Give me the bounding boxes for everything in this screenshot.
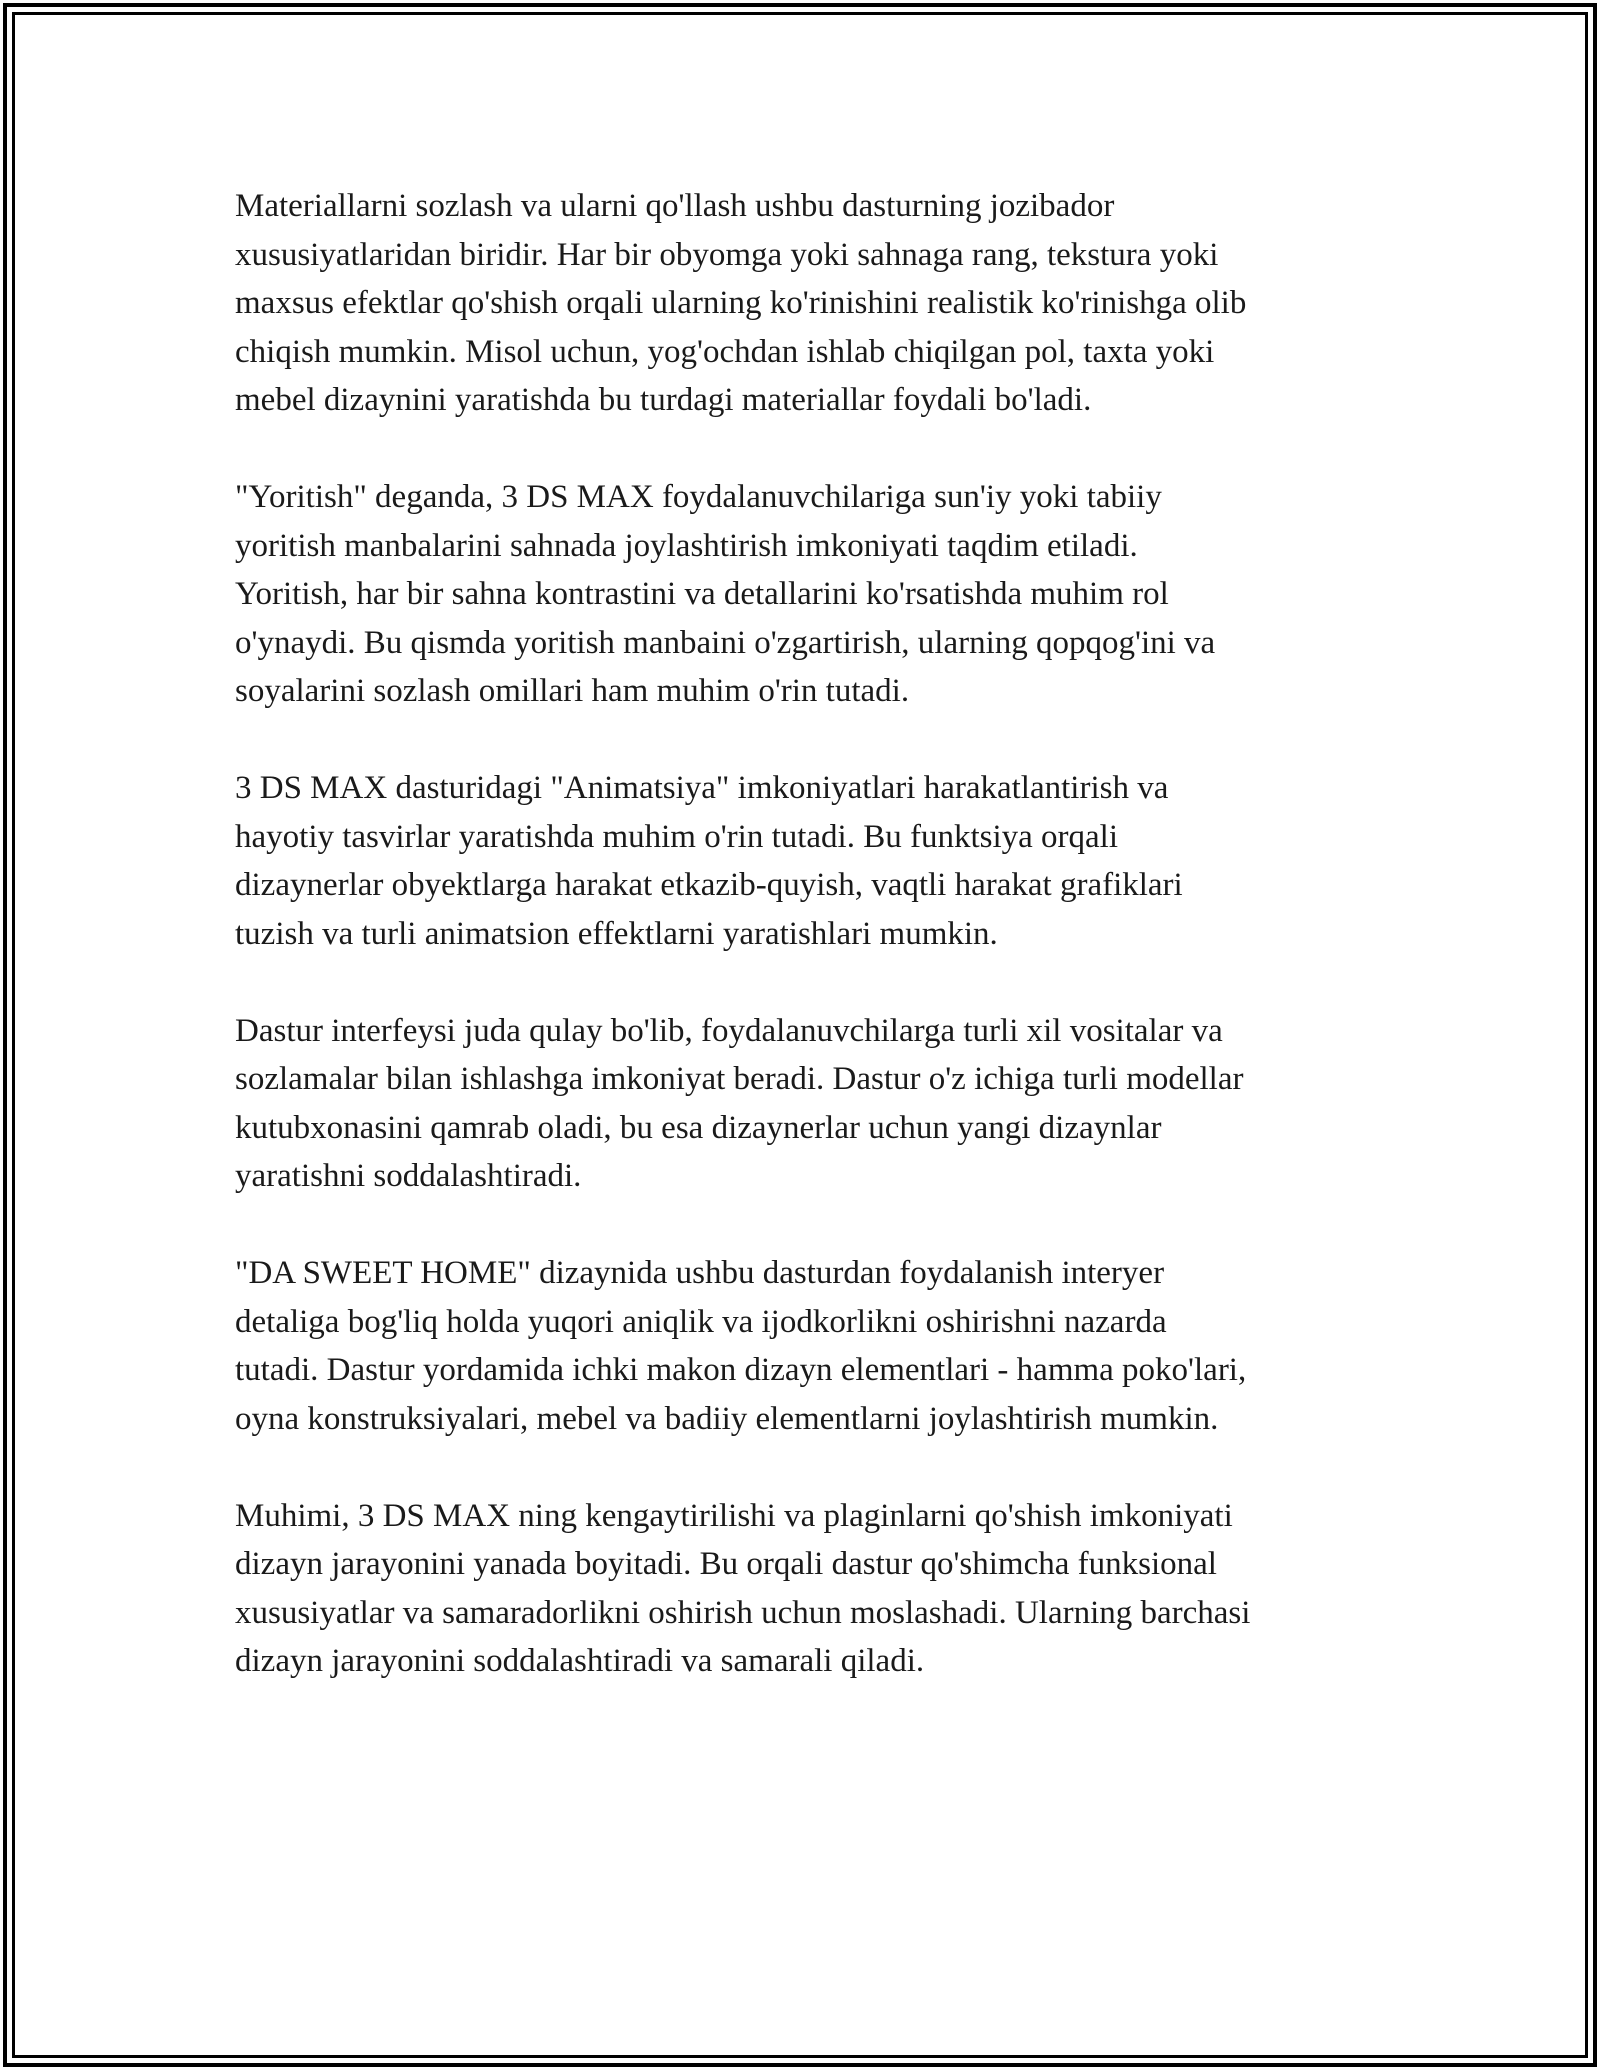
text-line: chiqish mumkin. Misol uchun, yog'ochdan ishlab chiqilgan pol, taxta yoki	[235, 333, 1215, 370]
text-line: 3 DS MAX dasturidagi "Animatsiya" imkoniyatlari harakatlantirish va	[235, 770, 1169, 806]
document-body	[235, 182, 1375, 1734]
text-line: maxsus efektlar qo'shish orqali ularning ko'rinishini realistik ko'rinishga olib	[235, 285, 1247, 321]
paragraph-materials	[235, 182, 1375, 425]
text-line: tuzish va turli animatsion effektlarni yaratishlari mumkin.	[235, 915, 998, 952]
paragraph-animation	[235, 764, 1375, 958]
text-line: tutadi. Dastur yordamida ichki makon dizayn elementlari - hamma poko'lari,	[235, 1352, 1247, 1388]
text-line: hayotiy tasvirlar yaratishda muhim o'rin tutadi. Bu funktsiya orqali	[235, 818, 1119, 855]
text-line: dizayn jarayonini yanada boyitadi. Bu orqali dastur qo'shimcha funksional	[235, 1546, 1217, 1582]
text-line: Muhimi, 3 DS MAX ning kengaytirilishi va plaginlarni qo'shish imkoniyati	[235, 1497, 1233, 1534]
text-line: "Yoritish" deganda, 3 DS MAX foydalanuvchilariga sun'iy yoki tabiiy	[235, 479, 1162, 515]
text-line: dizayn jarayonini soddalashtiradi va samarali qiladi.	[235, 1643, 925, 1679]
text-line: soyalarini sozlash omillari ham muhim o'rin tutadi.	[235, 673, 910, 709]
text-line: xususiyatlaridan biridir. Har bir obyomga yoki sahnaga rang, tekstura yoki	[235, 236, 1219, 273]
text-line: yoritish manbalarini sahnada joylashtirish imkoniyati taqdim etiladi.	[235, 527, 1138, 564]
text-line: "DA SWEET HOME" dizaynida ushbu dasturdan foydalanish interyer	[235, 1255, 1165, 1291]
text-line: Yoritish, har bir sahna kontrastini va detallarini ko'rsatishda muhim rol	[235, 576, 1169, 612]
text-line: Dastur interfeysi juda qulay bo'lib, foydalanuvchilarga turli xil vositalar va	[235, 1012, 1223, 1049]
text-line: detaliga bog'liq holda yuqori aniqlik va ijodkorlikni oshirishni nazarda	[235, 1303, 1167, 1340]
paragraph-plugins	[235, 1492, 1375, 1686]
paragraph-interface	[235, 1007, 1375, 1201]
text-line: Materiallarni sozlash va ularni qo'llash ushbu dasturning jozibador	[235, 188, 1115, 224]
text-line: dizaynerlar obyektlarga harakat etkazib-quyish, vaqtli harakat grafiklari	[235, 867, 1183, 903]
text-line: o'ynaydi. Bu qismda yoritish manbaini o'zgartirish, ularning qopqog'ini va	[235, 624, 1216, 661]
text-line: mebel dizaynini yaratishda bu turdagi materiallar foydali bo'ladi.	[235, 382, 1092, 418]
text-line: xususiyatlar va samaradorlikni oshirish uchun moslashadi. Ularning barchasi	[235, 1594, 1251, 1631]
paragraph-sweet-home	[235, 1249, 1375, 1443]
paragraph-lighting	[235, 473, 1375, 716]
text-line: oyna konstruksiyalari, mebel va badiiy elementlarni joylashtirish mumkin.	[235, 1400, 1219, 1437]
text-line: yaratishni soddalashtiradi.	[235, 1158, 582, 1194]
text-line: sozlamalar bilan ishlashga imkoniyat beradi. Dastur o'z ichiga turli modellar	[235, 1061, 1244, 1097]
text-line: kutubxonasini qamrab oladi, bu esa dizaynerlar uchun yangi dizaynlar	[235, 1109, 1162, 1146]
